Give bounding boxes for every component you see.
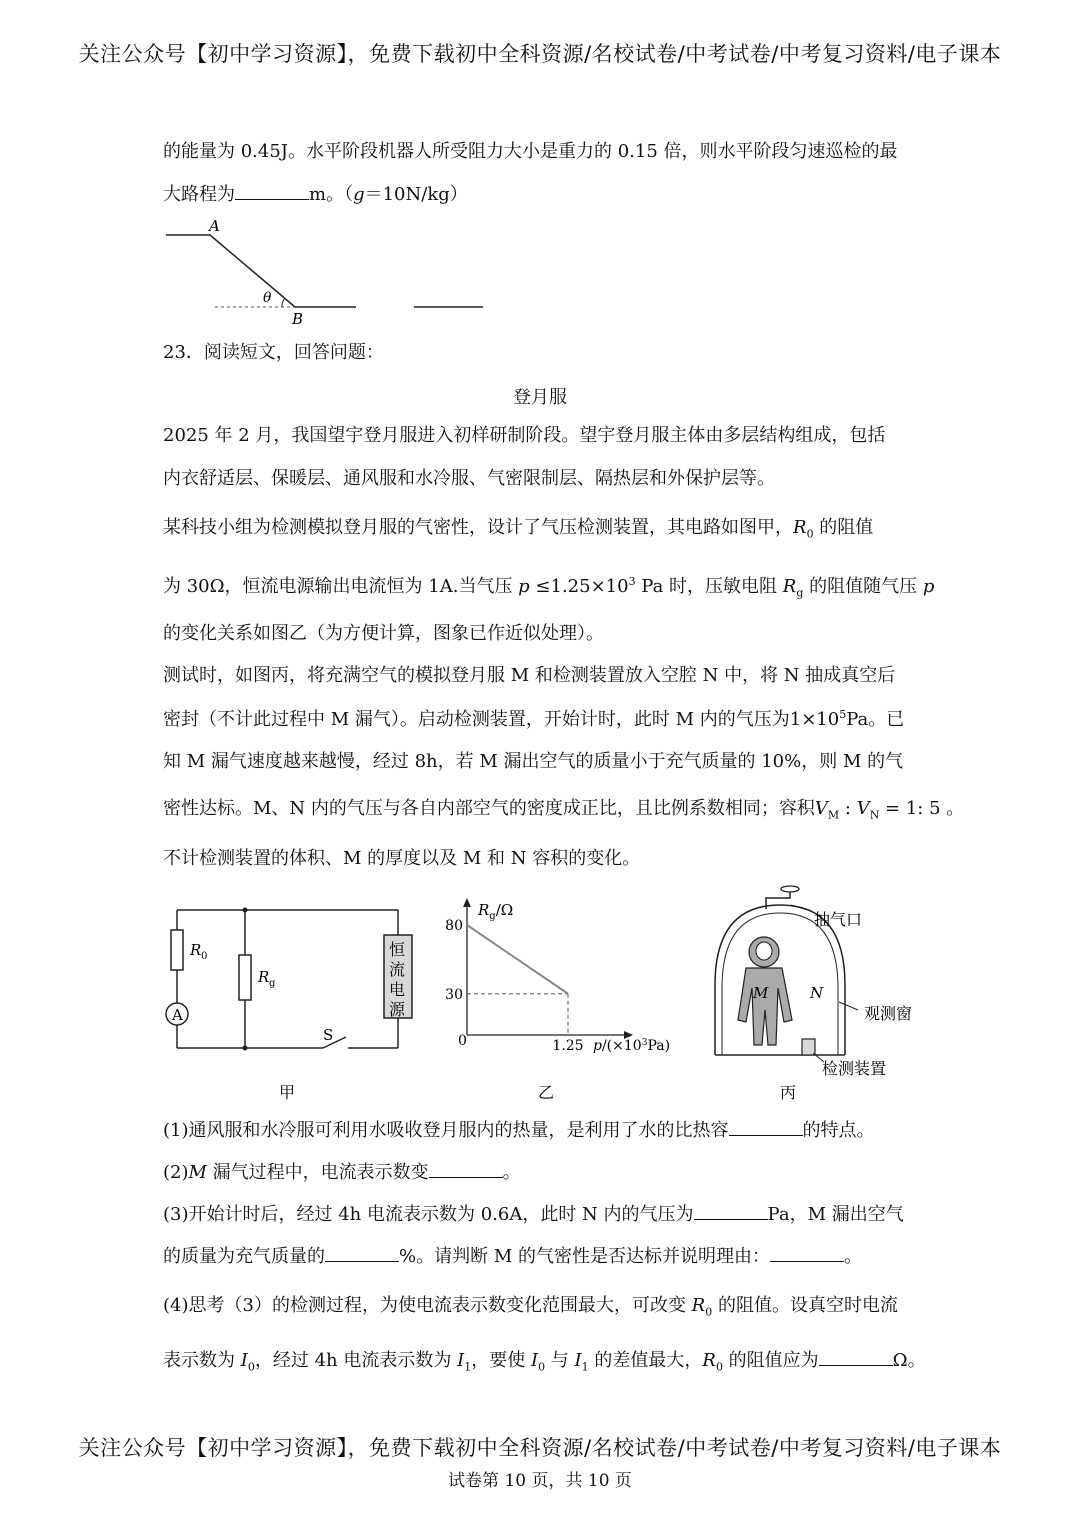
svg-text:0: 0	[201, 951, 208, 962]
top-banner: 关注公众号【初中学习资源】，免费下载初中全科资源/名校试卷/中考试卷/中考复习资料/电子课本	[78, 42, 1002, 66]
p1-line1: 2025 年 2 月，我国望宇登月服进入初样研制阶段。望宇登月服主体由多层结构组成，包括	[163, 425, 886, 446]
q23-1: (1)通风服和水冷服可利用水吸收登月服内的热量，是利用了水的比热容 的特点。	[163, 1120, 875, 1141]
p3-line5: 不计检测装置的体积、M 的厚度以及 M 和 N 容积的变化。	[163, 848, 641, 869]
answer-blank[interactable]	[235, 198, 309, 200]
q23-4-line1: (4)思考（3）的检测过程，为使电流表示数变化范围最大，可改变 $R_0$ 的阻值。设真空时电流	[163, 1295, 898, 1319]
valve-icon	[781, 886, 799, 892]
ytick-30: 30	[445, 986, 463, 1003]
caption-jia: 甲	[279, 1083, 296, 1102]
q22-line2: 大路程为 m。（g＝10N/kg）	[163, 184, 468, 205]
page-number: 试卷第 10 页，共 10 页	[448, 1471, 632, 1491]
detection-device	[802, 1039, 815, 1055]
source-char-4: 源	[389, 1000, 406, 1019]
q23-2: (2)M 漏气过程中，电流表示数变 。	[163, 1162, 521, 1183]
xtick-1.25: 1.25	[552, 1038, 584, 1054]
q23-4-line2: 表示数为 $I_0$，经过 4h 电流表示数为 $I_1$，要使 $I_0$ 与 $I_1$ 的差值最大，$R_0$ 的阻值应为 Ω。	[163, 1350, 926, 1374]
svg-text:A: A	[172, 1006, 183, 1024]
caption-yi: 乙	[538, 1083, 555, 1102]
label-M: M	[753, 984, 769, 1002]
outlet-pipe	[766, 892, 790, 909]
answer-blank[interactable]	[694, 1218, 768, 1220]
p1-line2: 内衣舒适层、保暖层、通风服和水冷服、气密限制层、隔热层和外保护层等。	[163, 468, 775, 489]
source-char-1: 恒	[389, 940, 406, 959]
slope-line	[210, 235, 295, 307]
q23-intro: 23．阅读短文，回答问题：	[163, 342, 384, 363]
y-axis-arrow	[463, 898, 471, 907]
origin-label: 0	[458, 1033, 467, 1049]
answer-blank[interactable]	[819, 1364, 893, 1366]
y-axis-label: $R_g/\Omega$	[478, 901, 514, 922]
p3-line3: 知 M 漏气速度越来越慢，经过 8h，若 M 漏出空气的质量小于充气质量的 10%，则 M 的气	[163, 751, 904, 772]
label-B: B	[292, 310, 304, 328]
p3-line4: 密性达标。M、N 内的气压与各自内部空气的密度成正比，且比例系数相同；容积$V_M$ : $V_N = 1$: 5 。	[163, 798, 965, 822]
label-device: 检测装置	[822, 1059, 887, 1078]
label-S: S	[323, 1026, 334, 1044]
answer-blank[interactable]	[729, 1134, 803, 1136]
angle-arc	[282, 298, 285, 307]
source-char-3: 电	[389, 980, 406, 999]
q22-line1: 的能量为 0.45J。水平阶段机器人所受阻力大小是重力的 0.15 倍，则水平阶段匀速巡检的最	[163, 141, 898, 162]
passage-title: 登月服	[513, 387, 567, 408]
label-Rg: R	[258, 968, 270, 986]
ytick-80: 80	[445, 918, 463, 934]
resistor-R0	[171, 930, 183, 970]
source-char-2: 流	[389, 960, 406, 979]
label-N: N	[810, 984, 824, 1002]
x-axis-label: $p/(\times 10^3Pa)$	[593, 1038, 671, 1054]
answer-blank[interactable]	[325, 1260, 399, 1262]
p2-line1: 某科技小组为检测模拟登月服的气密性，设计了气压检测装置，其电路如图甲，$R_0$ 的阻值	[163, 517, 874, 541]
svg-text:g: g	[269, 978, 276, 989]
p3-line1: 测试时，如图丙，将充满空气的模拟登月服 M 和检测装置放入空腔 N 中，将 N 抽成真空后	[163, 665, 896, 686]
rg-pressure-chart	[440, 895, 680, 1105]
p2-line3: 的变化关系如图乙（为方便计算，图象已作近似处理）。	[163, 623, 604, 644]
answer-blank[interactable]	[770, 1260, 844, 1262]
label-A: A	[209, 217, 220, 235]
answer-blank[interactable]	[429, 1176, 503, 1178]
p3-line2: 密封（不计此过程中 M 漏气）。启动检测装置，开始计时，此时 M 内的气压为$1\times 10^5Pa$。已	[163, 708, 905, 730]
label-theta: θ	[263, 290, 272, 306]
vacuum-chamber-figure	[700, 880, 915, 1105]
label-outlet: 抽气口	[814, 910, 863, 929]
label-R0: R	[190, 941, 202, 959]
label-window: 观测窗	[864, 1004, 913, 1023]
p2-line2: 为 30Ω，恒流电源输出电流恒为 1A.当气压 $p \le 1.25\times 10^3$ Pa 时，压敏电阻 $R_g$ 的阻值随气压 p	[163, 575, 935, 600]
circuit-diagram	[155, 895, 430, 1105]
series-line	[467, 925, 568, 994]
slope-figure	[160, 216, 490, 328]
resistor-Rg	[239, 955, 251, 1000]
q23-3-line2: 的质量为充气质量的 %。请判断 M 的气密性是否达标并说明理由： 。	[163, 1246, 862, 1267]
caption-bing: 丙	[780, 1083, 797, 1102]
q23-3-line1: (3)开始计时后，经过 4h 电流表示数为 0.6A，此时 N 内的气压为 Pa，M 漏出空气	[163, 1204, 904, 1225]
bottom-banner: 关注公众号【初中学习资源】，免费下载初中全科资源/名校试卷/中考试卷/中考复习资料/电子课本	[78, 1436, 1002, 1460]
